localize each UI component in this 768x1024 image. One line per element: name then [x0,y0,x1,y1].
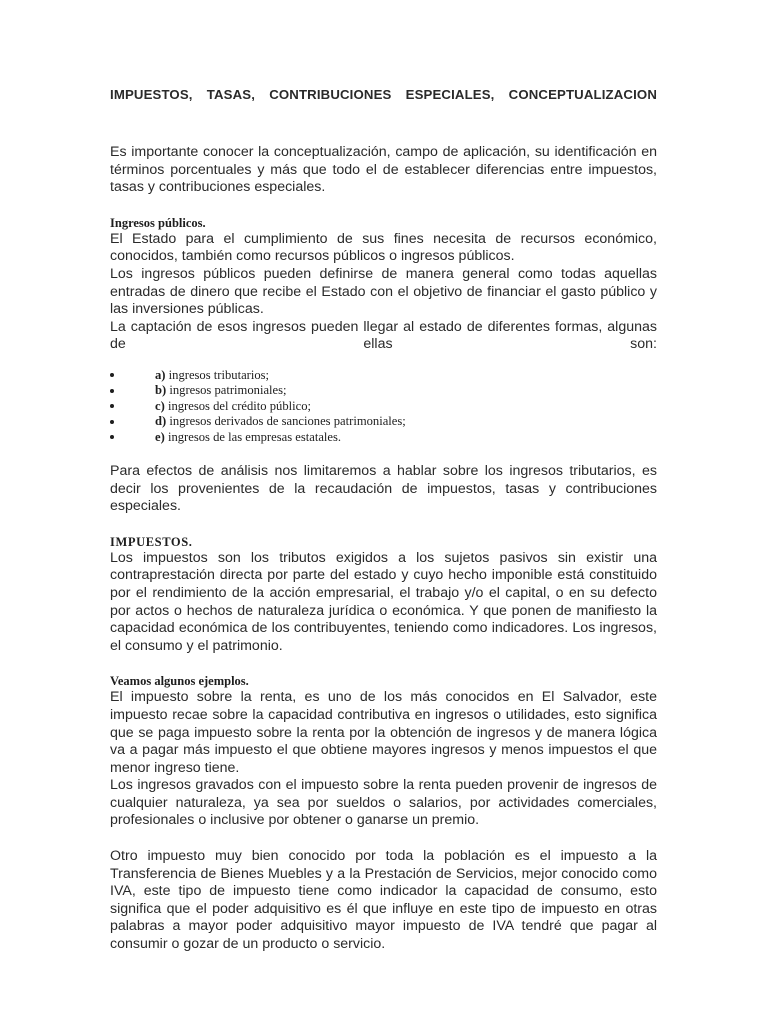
bullet-icon [110,435,114,439]
list-item [110,368,657,383]
ingresos-paragraph-3: La captación de esos ingresos pueden llegar al estado de diferentes formas, algunas de ellas son: [110,318,657,353]
list-item-text: ingresos de las empresas estatales. [167,429,342,444]
bullet-icon [110,420,114,424]
list-item [110,383,657,398]
ejemplos-paragraph-2: Los ingresos gravados con el impuesto sobre la renta pueden provenir de ingresos de cualquier naturaleza, ya sea por sueldos o salarios, por actividades comerciales, profesionales o inclusive por obtener o ganarse un premio. [110,777,657,829]
document-title: IMPUESTOS, TASAS, CONTRIBUCIONES ESPECIALES, CONCEPTUALIZACION [110,87,657,102]
list-item-text: ingresos tributarios; [168,367,270,382]
list-item-letter: e) [155,429,165,444]
list-item [110,414,657,429]
intro-paragraph: Es importante conocer la conceptualización, campo de aplicación, su identificación en términos porcentuales y más que todo el de establecer diferencias entre impuestos, tasas y contribuciones especiales. [110,144,657,196]
ingresos-paragraph-2: Los ingresos públicos pueden definirse de manera general como todas aquellas entradas de dinero que recibe el Estado con el objetivo de financiar el gasto público y las inversiones públicas. [110,265,657,318]
list-item-letter: c) [155,398,165,413]
ejemplos-paragraph-1: El impuesto sobre la renta, es uno de los más conocidos en El Salvador, este impuesto recae sobre la capacidad contributiva en ingresos o utilidades, esto significa que se paga impuesto sobre la renta por la obtención de ingresos y de manera lógica va a pagar más impuesto el que obtiene mayores ingresos y menos impuestos el que menor ingreso tiene. [110,689,657,776]
list-item [110,399,657,414]
tributarios-paragraph: Para efectos de análisis nos limitaremos a hablar sobre los ingresos tributarios, es decir los provenientes de la recaudación de impuestos, tasas y contribuciones especiales. [110,462,657,515]
document-page [110,86,657,954]
bullet-icon [110,389,114,393]
ejemplos-paragraph-3: Otro impuesto muy bien conocido por toda la población es el impuesto a la Transferencia de Bienes Muebles y a la Prestación de Servicios, mejor conocido como IVA, este tipo de impuesto tiene como indicador la capacidad de consumo, esto significa que el poder adquisitivo es él que influye en este tipo de impuesto en otras palabras a mayor poder adquisitivo mayor impuesto de IVA tendré que pagar al consumir o gozar de un producto o servicio. [110,848,657,953]
impuestos-paragraph: Los impuestos son los tributos exigidos a los sujetos pasivos sin existir una contraprestación directa por parte del estado y cuyo hecho imponible está constituido por el rendimiento de la acción empresarial, el trabajo y/o el capital, o en su defecto por actos o hechos de naturaleza jurídica o económica. Y que ponen de manifiesto la capacidad económica de los contribuyentes, teniendo como indicadores. Los ingresos, el consumo y el patrimonio. [110,549,657,654]
list-item-text: ingresos patrimoniales; [169,383,287,398]
list-item-text: ingresos del crédito público; [167,398,311,413]
list-item-letter: d) [155,414,167,429]
list-item-letter: b) [155,383,167,398]
bullet-icon [110,404,114,408]
bullet-icon [110,373,114,377]
ingresos-paragraph-1: El Estado para el cumplimiento de sus fines necesita de recursos económico, conocidos, también como recursos públicos o ingresos públicos. [110,230,657,265]
list-item-letter: a) [155,367,166,382]
ejemplos-heading: Veamos algunos ejemplos. [110,674,249,689]
ingresos-list [110,368,657,445]
ingresos-heading: Ingresos públicos. [110,215,206,230]
list-item [110,430,657,445]
list-item-text: ingresos derivados de sanciones patrimoniales; [169,414,406,429]
impuestos-heading: IMPUESTOS. [110,534,193,549]
